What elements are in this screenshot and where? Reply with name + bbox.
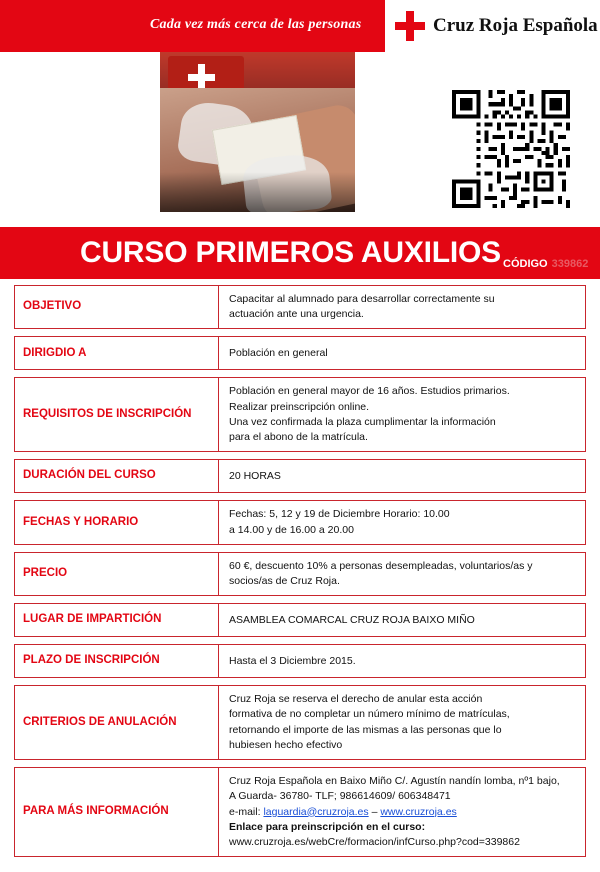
row-value-line: Una vez confirmada la plaza cumplimentar la información [229, 415, 496, 428]
row-value-line: Población en general mayor de 16 años. Estudios primarios. [229, 385, 510, 398]
hero-left-spacer [0, 52, 160, 227]
red-cross-icon [395, 11, 425, 41]
brand-name: Cruz Roja Española [433, 15, 598, 36]
row-value-line: Capacitar al alumnado para desarrollar correctamente su [229, 293, 495, 305]
row-label: PARA MÁS INFORMACIÓN [15, 768, 219, 856]
table-row [14, 603, 586, 637]
hero-area [0, 52, 600, 227]
row-value-line: Cruz Roja se reserva el derecho de anular esta acción [229, 693, 483, 706]
row-label: PRECIO [15, 553, 219, 595]
row-value-line: ASAMBLEA COMARCAL CRUZ ROJA BAIXO MIÑO [229, 613, 475, 626]
course-details-table [0, 279, 600, 872]
row-value-line: formativa de no completar un número mínimo de matrículas, [229, 708, 510, 721]
first-aid-photo [160, 52, 355, 212]
row-value [219, 378, 585, 451]
contact-address-line-1: Cruz Roja Española en Baixo Miño C/. Agustín nandín lomba, nº1 bajo, [229, 775, 560, 788]
table-row [14, 377, 586, 452]
row-value-line: 60 €, descuento 10% a personas desempleadas, voluntarios/as y [229, 559, 533, 572]
table-row [14, 336, 586, 370]
table-row [14, 644, 586, 678]
row-value-line: Realizar preinscripción online. [229, 400, 370, 413]
row-label: DIRIGDIO A [15, 337, 219, 369]
row-value-line: a 14.00 y de 16.00 a 20.00 [229, 523, 354, 536]
row-value [219, 768, 585, 856]
email-link[interactable]: laguardia@cruzroja.es [263, 805, 369, 818]
table-row [14, 552, 586, 596]
row-label: CRITERIOS DE ANULACIÓN [15, 686, 219, 759]
table-row [14, 685, 586, 760]
course-code-value: 339862 [551, 258, 589, 270]
table-row [14, 500, 586, 544]
enrollment-url[interactable]: www.cruzroja.es/webCre/formacion/infCurso.php?cod=339862 [229, 835, 520, 848]
row-label: REQUISITOS DE INSCRIPCIÓN [15, 378, 219, 451]
course-code-label: CÓDIGO [503, 258, 548, 270]
row-value-line: Fechas: 5, 12 y 19 de Diciembre Horario: 10.00 [229, 508, 450, 521]
email-label: e-mail: [229, 805, 264, 818]
row-value-line: actuación ante una urgencia. [229, 308, 364, 321]
row-value-line: para el abono de la matrícula. [229, 431, 368, 444]
table-row [14, 459, 586, 493]
row-value [219, 686, 585, 759]
row-value [219, 337, 585, 369]
row-label: LUGAR DE IMPARTICIÓN [15, 604, 219, 636]
row-label: PLAZO DE INSCRIPCIÓN [15, 645, 219, 677]
link-separator: – [368, 805, 381, 818]
brand-block [385, 0, 600, 52]
course-title-band [0, 227, 600, 279]
row-value [219, 604, 585, 636]
row-label: FECHAS Y HORARIO [15, 501, 219, 543]
table-row-contact [14, 767, 586, 857]
row-value [219, 286, 585, 328]
website-link[interactable]: www.cruzroja.es [380, 805, 457, 818]
qr-code-icon [452, 90, 570, 208]
contact-address-line-2: A Guarda- 36780- TLF; 986614609/ 606348471 [229, 790, 451, 803]
row-value [219, 553, 585, 595]
header-band [0, 0, 600, 52]
row-value-line: hubiesen hecho efectivo [229, 738, 343, 751]
contact-email-line [229, 805, 575, 820]
table-row [14, 285, 586, 329]
row-label: OBJETIVO [15, 286, 219, 328]
row-value-line: Población en general [229, 346, 328, 359]
row-value-line: Hasta el 3 Diciembre 2015. [229, 654, 356, 667]
row-value [219, 501, 585, 543]
row-value-line: socios/as de Cruz Roja. [229, 574, 340, 587]
row-value [219, 645, 585, 677]
row-value-line: retornando el importe de las mismas a las personas que lo [229, 723, 502, 736]
page-title: CURSO PRIMEROS AUXILIOS [80, 236, 501, 269]
enrollment-link-label: Enlace para preinscripción en el curso: [229, 820, 426, 833]
row-value-line: 20 HORAS [229, 469, 281, 482]
header-slogan: Cada vez más cerca de las personas [150, 17, 362, 32]
row-label: DURACIÓN DEL CURSO [15, 460, 219, 492]
row-value [219, 460, 585, 492]
